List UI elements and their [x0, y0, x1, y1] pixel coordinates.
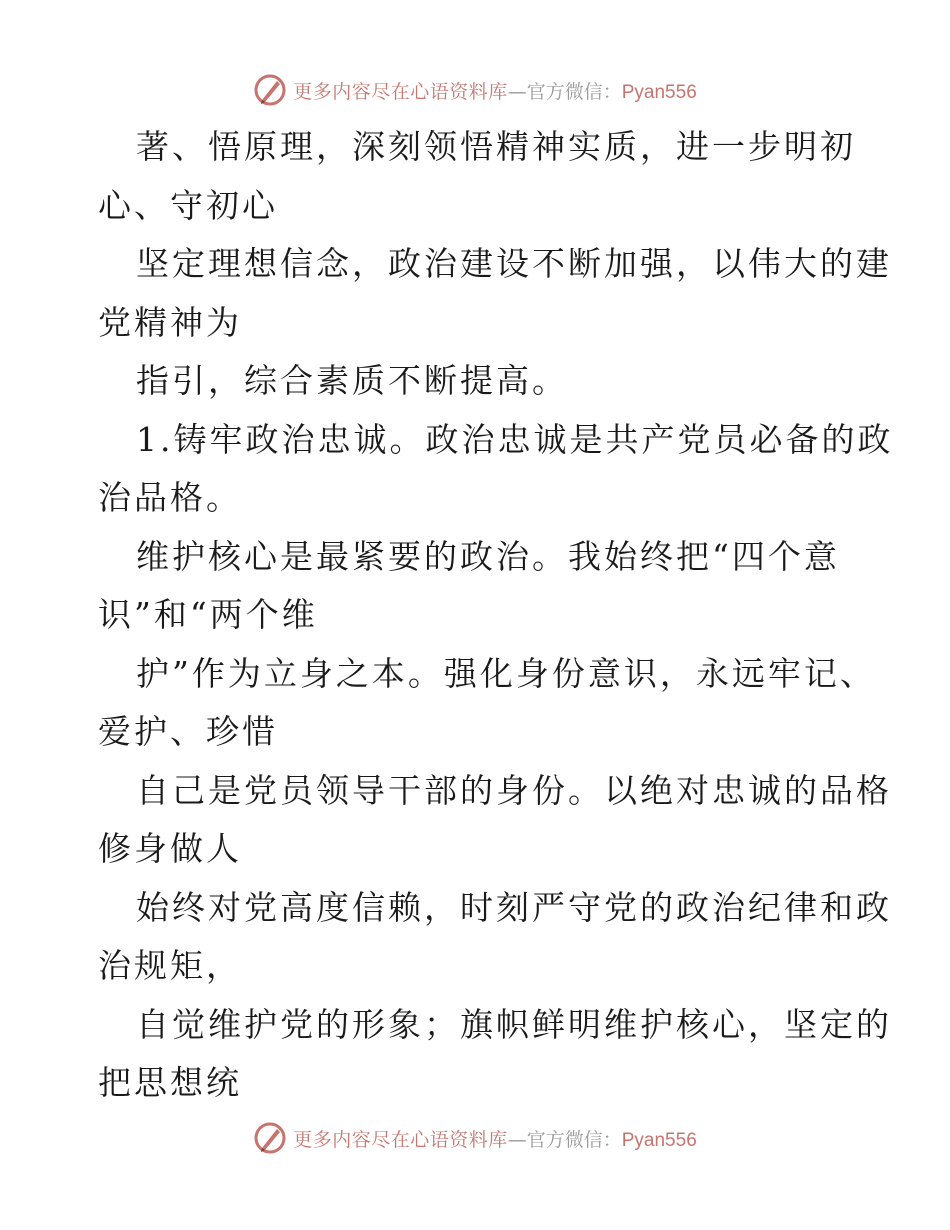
body-line: 修身做人 [98, 829, 242, 868]
body-line: 1.铸牢政治忠诚。政治忠诚是共产党员必备的政 [136, 419, 894, 459]
header-watermark-label: 官方微信： [526, 80, 622, 103]
body-line: 自觉维护党的形象；旗帜鲜明维护核心，坚定的 [136, 1004, 892, 1044]
body-line: 指引，综合素质不断提高。 [136, 361, 568, 400]
body-line: 著、悟原理，深刻领悟精神实质，进一步明初 [136, 127, 856, 166]
body-line: 党精神为 [98, 302, 242, 342]
body-line: 治品格。 [98, 478, 242, 517]
pen-logo-icon [253, 73, 287, 107]
body-line: 识”和“两个维 [98, 595, 318, 634]
header-watermark-inner [253, 73, 697, 107]
footer-watermark-separator: — [507, 1128, 527, 1151]
header-watermark-wechat-id: Pyan556 [621, 81, 697, 103]
body-line: 自己是党员领导干部的身份。以绝对忠诚的品格 [136, 770, 892, 810]
header-watermark-separator: — [507, 80, 527, 103]
footer-watermark-main: 更多内容尽在心语资料库 [293, 1128, 508, 1151]
body-line: 坚定理想信念，政治建设不断加强，以伟大的建 [136, 244, 892, 283]
footer-watermark-banner [0, 1118, 950, 1158]
body-line: 爱护、珍惜 [98, 712, 278, 751]
pen-logo-icon [253, 1121, 287, 1155]
footer-watermark-label: 官方微信： [526, 1128, 622, 1151]
header-watermark-text [293, 77, 697, 104]
footer-watermark-inner [253, 1121, 697, 1155]
body-line: 始终对党高度信赖，时刻严守党的政治纪律和政 [136, 887, 892, 927]
body-line: 治规矩， [98, 946, 242, 985]
body-line: 把思想统 [98, 1063, 242, 1102]
body-line: 护”作为立身之本。强化身份意识，永远牢记、 [136, 653, 876, 693]
header-watermark-banner [0, 70, 950, 110]
body-line: 维护核心是最紧要的政治。我始终把“四个意 [136, 536, 840, 576]
body-line: 心、守初心 [98, 185, 278, 225]
footer-watermark-wechat-id: Pyan556 [621, 1129, 697, 1151]
footer-watermark-text [293, 1125, 697, 1152]
document-body [98, 118, 894, 1113]
header-watermark-main: 更多内容尽在心语资料库 [293, 80, 508, 103]
